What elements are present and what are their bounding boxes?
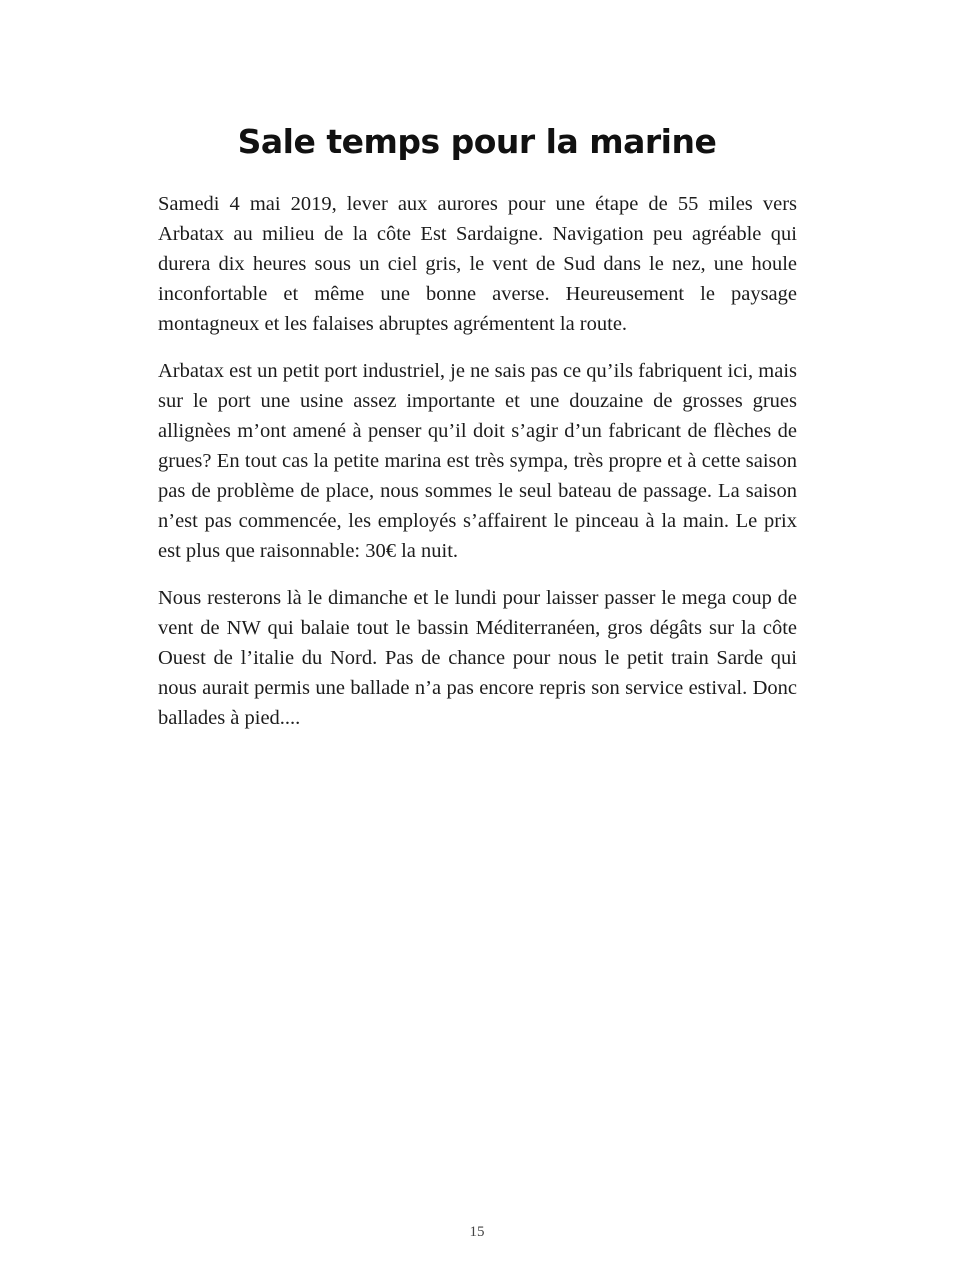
paragraph-2: Arbatax est un petit port industriel, je ne sais pas ce qu’ils fabriquent ici, mais sur le port une usine assez importante et une douzaine de grosses grues allignèes m’ont amené à penser qu’il doit s’agir d’un fabricant de flèches de grues? En tout cas la petite marina est très sympa, très propre et à cette saison pas de problème de place, nous sommes le seul bateau de passage. La saison n’est pas commencée, les employés s’affairent le pinceau à la main. Le prix est plus que raisonnable: 30€ la nuit. <box>158 360 797 562</box>
paragraph-1: Samedi 4 mai 2019, lever aux aurores pour une étape de 55 miles vers Arbatax au milieu de la côte Est Sardaigne. Navigation peu agréable qui durera dix heures sous un ciel gris, le vent de Sud dans le nez, une houle inconfortable et même une bonne averse. Heureusement le paysage montagneux et les falaises abruptes agrémentent la route. <box>158 193 797 335</box>
page-title: Sale temps pour la marine <box>237 122 717 161</box>
paragraph-3: Nous resterons là le dimanche et le lundi pour laisser passer le mega coup de vent de NW qui balaie tout le bassin Méditerranéen, gros dégâts sur la côte Ouest de l’italie du Nord. Pas de chance pour nous le petit train Sarde qui nous aurait permis une ballade n’a pas encore repris son service estival. Donc ballades à pied.... <box>158 587 797 729</box>
article-body <box>158 189 797 750</box>
page-number: 15 <box>469 1224 485 1240</box>
